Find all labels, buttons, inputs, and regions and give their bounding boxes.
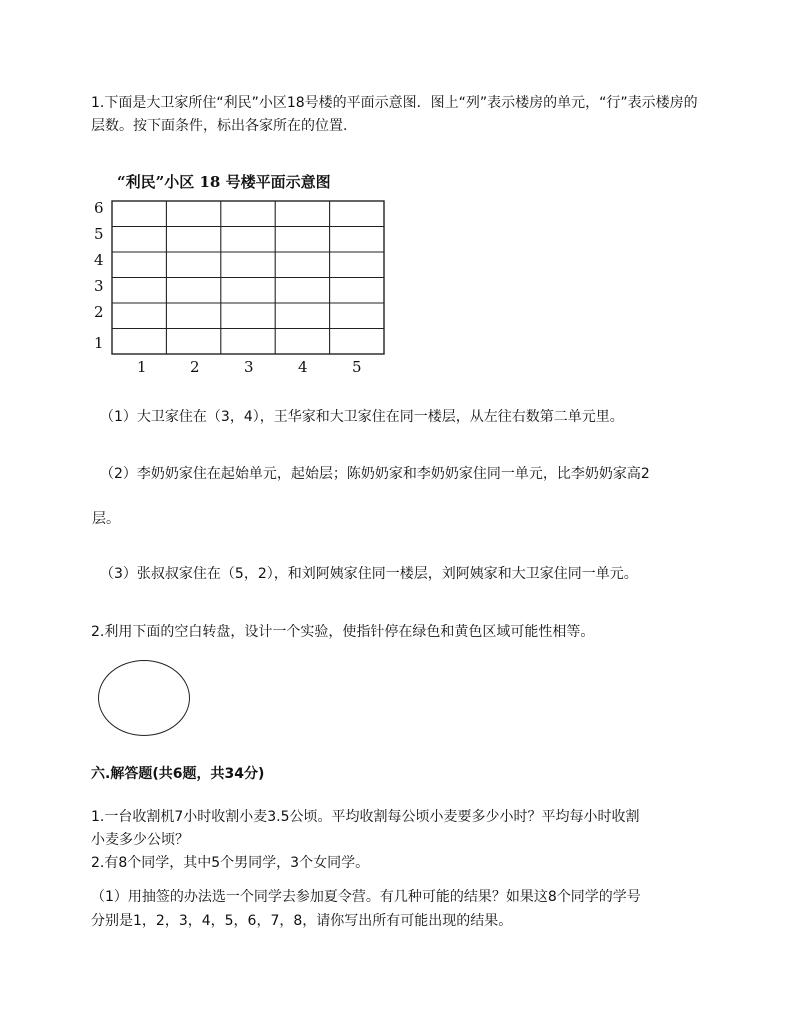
section-6-title: 六.解答题(共6题，共34分): [91, 766, 265, 782]
col-label-1: 1: [137, 358, 147, 376]
question-1-part-3: （3）张叔叔家住在（5，2），和刘阿姨家住同一楼层，刘阿姨家和大卫家住同一单元。: [100, 566, 638, 582]
row-label-2: 2: [94, 303, 104, 321]
floor-plan-title: “利民”小区 18 号楼平面示意图: [117, 173, 331, 191]
problem-1-line-2: 小麦多少公顷？: [91, 832, 189, 848]
row-label-1: 1: [94, 334, 104, 352]
col-label-2: 2: [190, 358, 200, 376]
question-1-part-2-cont: 层。: [92, 511, 120, 527]
col-label-3: 3: [244, 358, 254, 376]
question-1-part-2: （2）李奶奶家住在起始单元，起始层；陈奶奶家和李奶奶家住同一单元，比李奶奶家高2: [100, 466, 650, 482]
grid-lines: [112, 201, 384, 354]
question-2-text: 2.利用下面的空白转盘，设计一个实验，使指针停在绿色和黄色区域可能性相等。: [91, 624, 595, 640]
problem-2-part-1-line-1: （1）用抽签的办法选一个同学去参加夏令营。有几种可能的结果？如果这8个同学的学号: [91, 889, 641, 905]
row-label-6: 6: [94, 199, 104, 217]
col-label-5: 5: [352, 358, 362, 376]
blank-spinner-circle: [98, 660, 190, 736]
row-label-5: 5: [94, 225, 104, 243]
row-label-3: 3: [94, 277, 104, 295]
question-1-part-1: （1）大卫家住在（3，4），王华家和大卫家住在同一楼层，从左往右数第二单元里。: [100, 409, 624, 425]
problem-1-line-1: 1.一台收割机7小时收割小麦3.5公顷。平均收割每公顷小麦要多少小时？平均每小时收割: [91, 809, 640, 825]
row-label-4: 4: [94, 251, 104, 269]
question-1-intro: 1.下面是大卫家所住“利民”小区18号楼的平面示意图．图上“列”表示楼房的单元，“行”表示楼房的层数。按下面条件，标出各家所在的位置.: [91, 95, 698, 134]
problem-2-text: 2.有8个同学，其中5个男同学，3个女同学。: [91, 855, 370, 871]
problem-2-part-1-line-2: 分别是1，2，3，4，5，6，7，8，请你写出所有可能出现的结果。: [91, 913, 513, 929]
floor-plan-grid: [88, 194, 398, 379]
col-label-4: 4: [298, 358, 308, 376]
